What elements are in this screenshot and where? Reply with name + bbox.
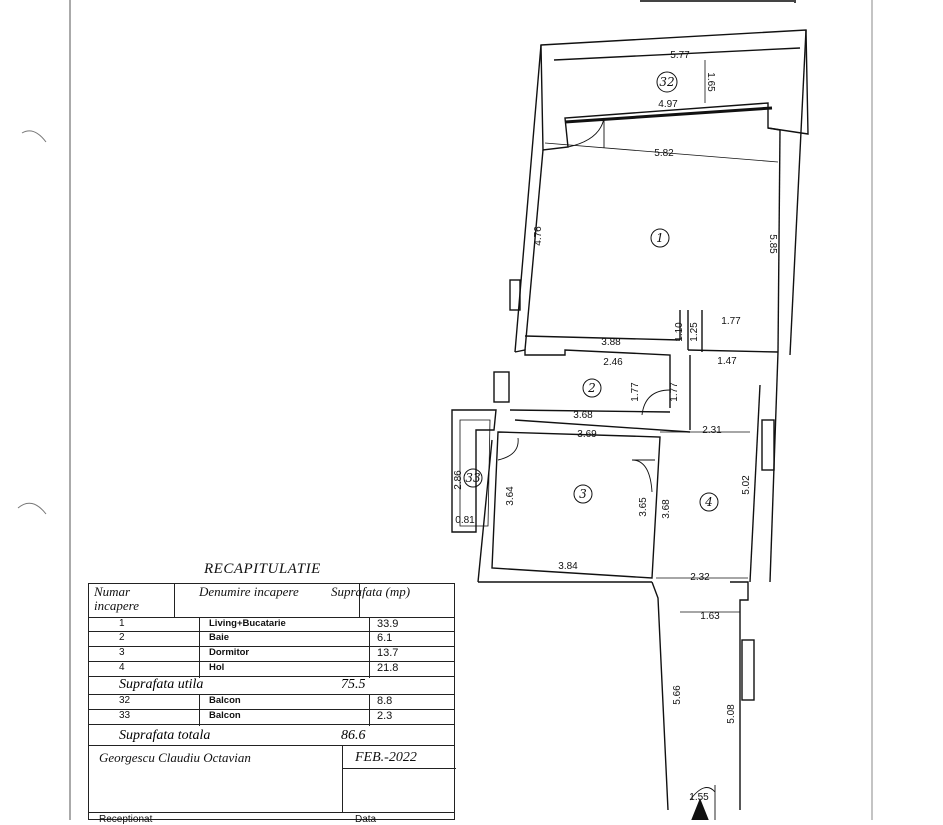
dimension-label: 5.85	[767, 234, 778, 254]
table-row: 3 Dormitor 13.7	[89, 646, 454, 662]
balcony-32-outline	[541, 30, 808, 150]
dimension-label: 4.76	[533, 226, 544, 246]
total-area-label: Suprafata totala	[119, 728, 211, 743]
dimension-label: 5.02	[741, 475, 752, 495]
dimension-label: 5.77	[670, 50, 690, 61]
header-number: Numar incapere	[89, 584, 175, 618]
dimension-label: 3.84	[558, 561, 578, 572]
received-label: Receptionat	[99, 814, 153, 825]
dimension-label: 2.46	[603, 357, 623, 368]
author-row	[89, 745, 454, 813]
table-row: 33 Balcon 2.3	[89, 709, 454, 725]
room-number-label: 33	[465, 471, 481, 485]
dimension-label: 1.10	[674, 322, 685, 342]
dimension-label: 2.31	[702, 425, 722, 436]
punch-mark-top	[22, 131, 46, 142]
dimension-label: 1.77	[630, 382, 641, 402]
useful-area-label: Suprafata utila	[119, 677, 204, 692]
dimension-label: 4.97	[658, 99, 678, 110]
table-row: 1 Living+Bucatarie 33.9	[89, 617, 454, 632]
useful-area-row	[89, 676, 454, 695]
room-number-label: 2	[588, 381, 596, 395]
room-number-label: 32	[659, 75, 675, 89]
header-area: Suprafata (mp)	[331, 584, 411, 599]
author-name: Georgescu Claudiu Octavian	[99, 750, 251, 765]
dimension-label: 1.25	[689, 322, 700, 342]
dimension-label: 1.77	[669, 382, 680, 402]
table-row: 4 Hol 21.8	[89, 661, 454, 677]
dimension-label: 1.77	[721, 316, 741, 327]
punch-mark-bottom	[18, 503, 46, 514]
drawing-date: FEB.-2022	[355, 750, 417, 765]
dimension-label: 3.69	[577, 429, 597, 440]
dimension-label: 1.63	[700, 611, 720, 622]
recap-title: RECAPITULATIE	[204, 561, 321, 577]
dimension-label: 3.64	[505, 486, 516, 506]
room-number-label: 3	[579, 487, 587, 501]
dimension-label: 3.88	[601, 337, 621, 348]
received-row	[89, 812, 454, 823]
table-row: 32 Balcon 8.8	[89, 694, 454, 710]
header-name: Denumire incapere	[169, 584, 360, 618]
dimension-label: 0.81	[455, 515, 475, 526]
dimension-label: 5.66	[672, 685, 683, 705]
table-row: 2 Baie 6.1	[89, 631, 454, 647]
received-date-label: Data	[355, 814, 377, 825]
dimension-label: 1.55	[689, 792, 709, 803]
dimension-label: 2.86	[453, 470, 464, 490]
dimension-label: 1.47	[717, 356, 737, 367]
room-number-label: 4	[705, 495, 713, 509]
total-area-value: 86.6	[341, 728, 366, 743]
room-number-label: 1	[656, 231, 664, 245]
recap-table	[88, 583, 455, 825]
recap-header-row	[89, 584, 454, 617]
dimension-label: 3.65	[638, 497, 649, 517]
useful-area-value: 75.5	[341, 677, 366, 692]
dimension-label: 3.68	[661, 499, 672, 519]
dimension-label: 3.68	[573, 410, 593, 421]
dimension-label: 5.08	[726, 704, 737, 724]
dimension-label: 5.82	[654, 148, 674, 159]
dimension-label: 1.65	[705, 72, 716, 92]
total-area-row	[89, 724, 454, 745]
dimension-label: 2.32	[690, 572, 710, 583]
